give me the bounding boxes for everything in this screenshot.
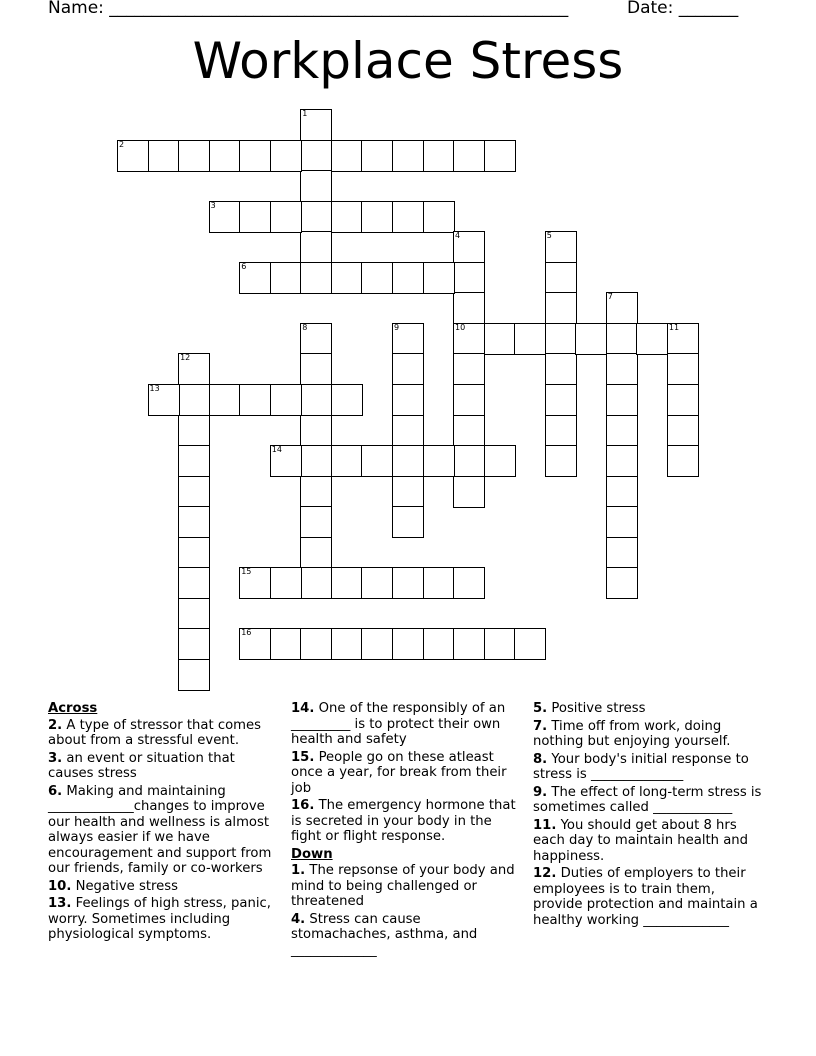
clue-across-10: 10. Negative stress (48, 878, 178, 894)
clue-number: 11 (668, 322, 680, 332)
crossword-cell[interactable] (484, 323, 516, 355)
crossword-cell[interactable] (300, 628, 332, 660)
crossword-cell[interactable] (209, 140, 241, 172)
clue-across-13: 13. Feelings of high stress, panic, worry. Sometimes including physiological symptoms. (48, 896, 271, 942)
crossword-cell[interactable] (453, 567, 485, 599)
crossword-cell[interactable] (361, 140, 393, 172)
crossword-cell[interactable] (606, 323, 638, 355)
crossword-cell[interactable] (575, 323, 607, 355)
crossword-cell[interactable] (300, 262, 332, 294)
clue-number: 1 (302, 109, 308, 118)
crossword-cell[interactable] (300, 170, 332, 202)
clue-across-3: 3. an event or situation that causes stress (48, 750, 235, 781)
crossword-cell[interactable] (300, 109, 332, 141)
clue-number: 4 (455, 231, 461, 241)
page-title: Workplace Stress (192, 32, 624, 90)
name-field-label: Name: ______________________________________________________ (48, 0, 569, 18)
crossword-cell[interactable] (178, 659, 210, 691)
clue-number: 15 (241, 567, 252, 577)
clue-down-7: 7. Time off from work, doing nothing but enjoying yourself. (533, 718, 731, 749)
crossword-cell[interactable] (423, 445, 455, 477)
crossword-cell[interactable] (453, 292, 485, 324)
crossword-cell[interactable] (392, 353, 424, 385)
crossword-cell[interactable] (392, 415, 424, 447)
crossword-cell[interactable] (178, 476, 210, 508)
crossword-cell[interactable] (178, 628, 210, 660)
clue-number: 9 (393, 322, 400, 332)
clue-down-8: 8. Your body's initial response to stress is ______________ (533, 751, 749, 782)
crossword-cell[interactable] (178, 598, 210, 630)
crossword-cell[interactable] (361, 262, 393, 294)
crossword-cell[interactable] (239, 201, 271, 233)
crossword-cell[interactable] (300, 567, 332, 599)
crossword-cell[interactable] (453, 445, 485, 477)
crossword-cell[interactable] (606, 506, 638, 538)
crossword-cell[interactable] (331, 384, 363, 416)
clue-number: 7 (607, 292, 613, 302)
crossword-cell[interactable] (667, 353, 699, 385)
crossword-cell[interactable] (331, 628, 363, 660)
crossword-cell[interactable] (239, 384, 271, 416)
crossword-cell[interactable] (453, 415, 485, 447)
crossword-cell[interactable] (606, 445, 638, 477)
crossword-cell[interactable] (270, 201, 302, 233)
clue-number: 10 (455, 322, 466, 332)
crossword-cell[interactable] (300, 323, 332, 355)
crossword-cell[interactable] (453, 140, 485, 172)
crossword-cell[interactable] (361, 201, 393, 233)
crossword-cell[interactable] (361, 445, 393, 477)
clue-number: 13 (149, 383, 160, 393)
crossword-cell[interactable] (453, 262, 485, 294)
crossword-cell[interactable] (270, 140, 302, 172)
clues-column-2 (291, 701, 523, 960)
crossword-cell[interactable] (423, 140, 455, 172)
crossword-cell[interactable] (453, 231, 485, 263)
clue-down-4: 4. Stress can cause stomachaches, asthma, and _____________ (291, 911, 478, 958)
crossword-cell[interactable] (300, 506, 332, 538)
clue-number: 14 (271, 445, 282, 455)
crossword-cell[interactable] (606, 292, 638, 324)
crossword-cell[interactable] (178, 415, 210, 447)
clue-number: 16 (241, 628, 252, 638)
crossword-cell[interactable] (331, 445, 363, 477)
crossword-cell[interactable] (331, 262, 363, 294)
crossword-cell[interactable] (300, 140, 332, 172)
clue-number: 5 (546, 231, 552, 241)
crossword-cell[interactable] (300, 384, 332, 416)
crossword-cell[interactable] (270, 262, 302, 294)
clue-down-9: 9. The effect of long-term stress is sometimes called ____________ (533, 784, 762, 815)
crossword-cell[interactable] (667, 445, 699, 477)
crossword-cell[interactable] (484, 445, 516, 477)
crossword-cell[interactable] (178, 445, 210, 477)
crossword-cell[interactable] (606, 537, 638, 569)
crossword-cell[interactable] (667, 384, 699, 416)
crossword-cell[interactable] (545, 353, 577, 385)
crossword-cell[interactable] (636, 323, 668, 355)
crossword-cell[interactable] (545, 445, 577, 477)
crossword-cell[interactable] (239, 140, 271, 172)
crossword-cell[interactable] (148, 384, 180, 416)
crossword-cell[interactable] (392, 140, 424, 172)
crossword-cell[interactable] (423, 262, 455, 294)
crossword-cell[interactable] (178, 353, 210, 385)
crossword-cell[interactable] (484, 628, 516, 660)
crossword-cell[interactable] (392, 567, 424, 599)
crossword-cell[interactable] (148, 140, 180, 172)
crossword-cell[interactable] (239, 567, 271, 599)
clue-across-2: 2. A type of stressor that comes about from a stressful event. (48, 717, 261, 748)
crossword-cell[interactable] (117, 140, 149, 172)
clues-column-1 (48, 701, 280, 945)
crossword-cell[interactable] (453, 384, 485, 416)
clue-down-1: 1. The repsonse of your body and mind to being challenged or threatened (291, 863, 515, 909)
crossword-cell[interactable] (392, 384, 424, 416)
crossword-cell[interactable] (514, 628, 546, 660)
clue-down-11: 11. You should get about 8 hrs each day to maintain health and happiness. (533, 817, 749, 864)
crossword-cell[interactable] (270, 628, 302, 660)
crossword-cell[interactable] (392, 262, 424, 294)
crossword-cell[interactable] (270, 445, 302, 477)
crossword-cell[interactable] (331, 567, 363, 599)
clue-number: 6 (241, 261, 247, 271)
crossword-cell[interactable] (453, 353, 485, 385)
crossword-cell[interactable] (331, 140, 363, 172)
crossword-cell[interactable] (606, 384, 638, 416)
crossword-cell[interactable] (545, 262, 577, 294)
crossword-cell[interactable] (392, 628, 424, 660)
crossword-cell[interactable] (300, 537, 332, 569)
down-heading: Down (291, 846, 333, 862)
crossword-cell[interactable] (453, 323, 485, 355)
crossword-cell[interactable] (209, 201, 241, 233)
crossword-cell[interactable] (178, 537, 210, 569)
crossword-cell[interactable] (300, 201, 332, 233)
clue-down-12: 12. Duties of employers to their employees is to train them, provide protection and maintain a healthy working _____________ (533, 866, 758, 928)
clue-across-6: 6. Making and maintaining _____________changes to improve our health and wellness is almost always easier if we have encouragement and support from our friends, family or co-workers (48, 783, 272, 876)
clue-number: 8 (302, 322, 308, 332)
crossword-cell[interactable] (209, 384, 241, 416)
crossword-cell[interactable] (606, 476, 638, 508)
crossword-cell[interactable] (453, 628, 485, 660)
crossword-cell[interactable] (514, 323, 546, 355)
crossword-cell[interactable] (606, 415, 638, 447)
crossword-cell[interactable] (270, 567, 302, 599)
crossword-cell[interactable] (392, 445, 424, 477)
crossword-cell[interactable] (300, 445, 332, 477)
crossword-cell[interactable] (423, 567, 455, 599)
crossword-cell[interactable] (392, 506, 424, 538)
clue-across-15: 15. People go on these atleast once a year, for break from their job (291, 749, 507, 796)
crossword-cell[interactable] (239, 262, 271, 294)
clue-across-16: 16. The emergency hormone that is secreted in your body in the fight or flight response. (291, 798, 516, 844)
crossword-cell[interactable] (423, 201, 455, 233)
crossword-cell[interactable] (361, 567, 393, 599)
crossword-cell[interactable] (667, 415, 699, 447)
clue-down-5: 5. Positive stress (533, 701, 646, 716)
crossword-cell[interactable] (178, 567, 210, 599)
crossword-cell[interactable] (300, 476, 332, 508)
crossword-cell[interactable] (392, 476, 424, 508)
crossword-cell[interactable] (392, 201, 424, 233)
crossword-cell[interactable] (300, 353, 332, 385)
crossword-cell[interactable] (331, 201, 363, 233)
crossword-cell[interactable] (178, 506, 210, 538)
crossword-cell[interactable] (606, 567, 638, 599)
crossword-cell[interactable] (178, 140, 210, 172)
clue-number: 3 (210, 200, 216, 210)
across-heading: Across (48, 701, 98, 716)
crossword-cell[interactable] (484, 140, 516, 172)
crossword-cell[interactable] (361, 628, 393, 660)
crossword-cell[interactable] (453, 476, 485, 508)
clue-across-14: 14. One of the responsibly of an _________ is to protect their own health and safety (291, 701, 506, 747)
clue-number: 2 (119, 139, 125, 149)
clue-number: 12 (180, 353, 191, 363)
crossword-cell[interactable] (270, 384, 302, 416)
crossword-cell[interactable] (545, 323, 577, 355)
crossword-cell[interactable] (545, 384, 577, 416)
crossword-cell[interactable] (392, 323, 424, 355)
crossword-cell[interactable] (178, 384, 210, 416)
crossword-cell[interactable] (239, 628, 271, 660)
crossword-cell[interactable] (300, 415, 332, 447)
crossword-cell[interactable] (423, 628, 455, 660)
clues-column-3 (533, 701, 765, 930)
crossword-cell[interactable] (545, 292, 577, 324)
crossword-cell[interactable] (300, 231, 332, 263)
crossword-cell[interactable] (545, 231, 577, 263)
crossword-cell[interactable] (606, 353, 638, 385)
crossword-cell[interactable] (545, 415, 577, 447)
date-field-label: Date: _______ (627, 0, 739, 18)
crossword-cell[interactable] (667, 323, 699, 355)
